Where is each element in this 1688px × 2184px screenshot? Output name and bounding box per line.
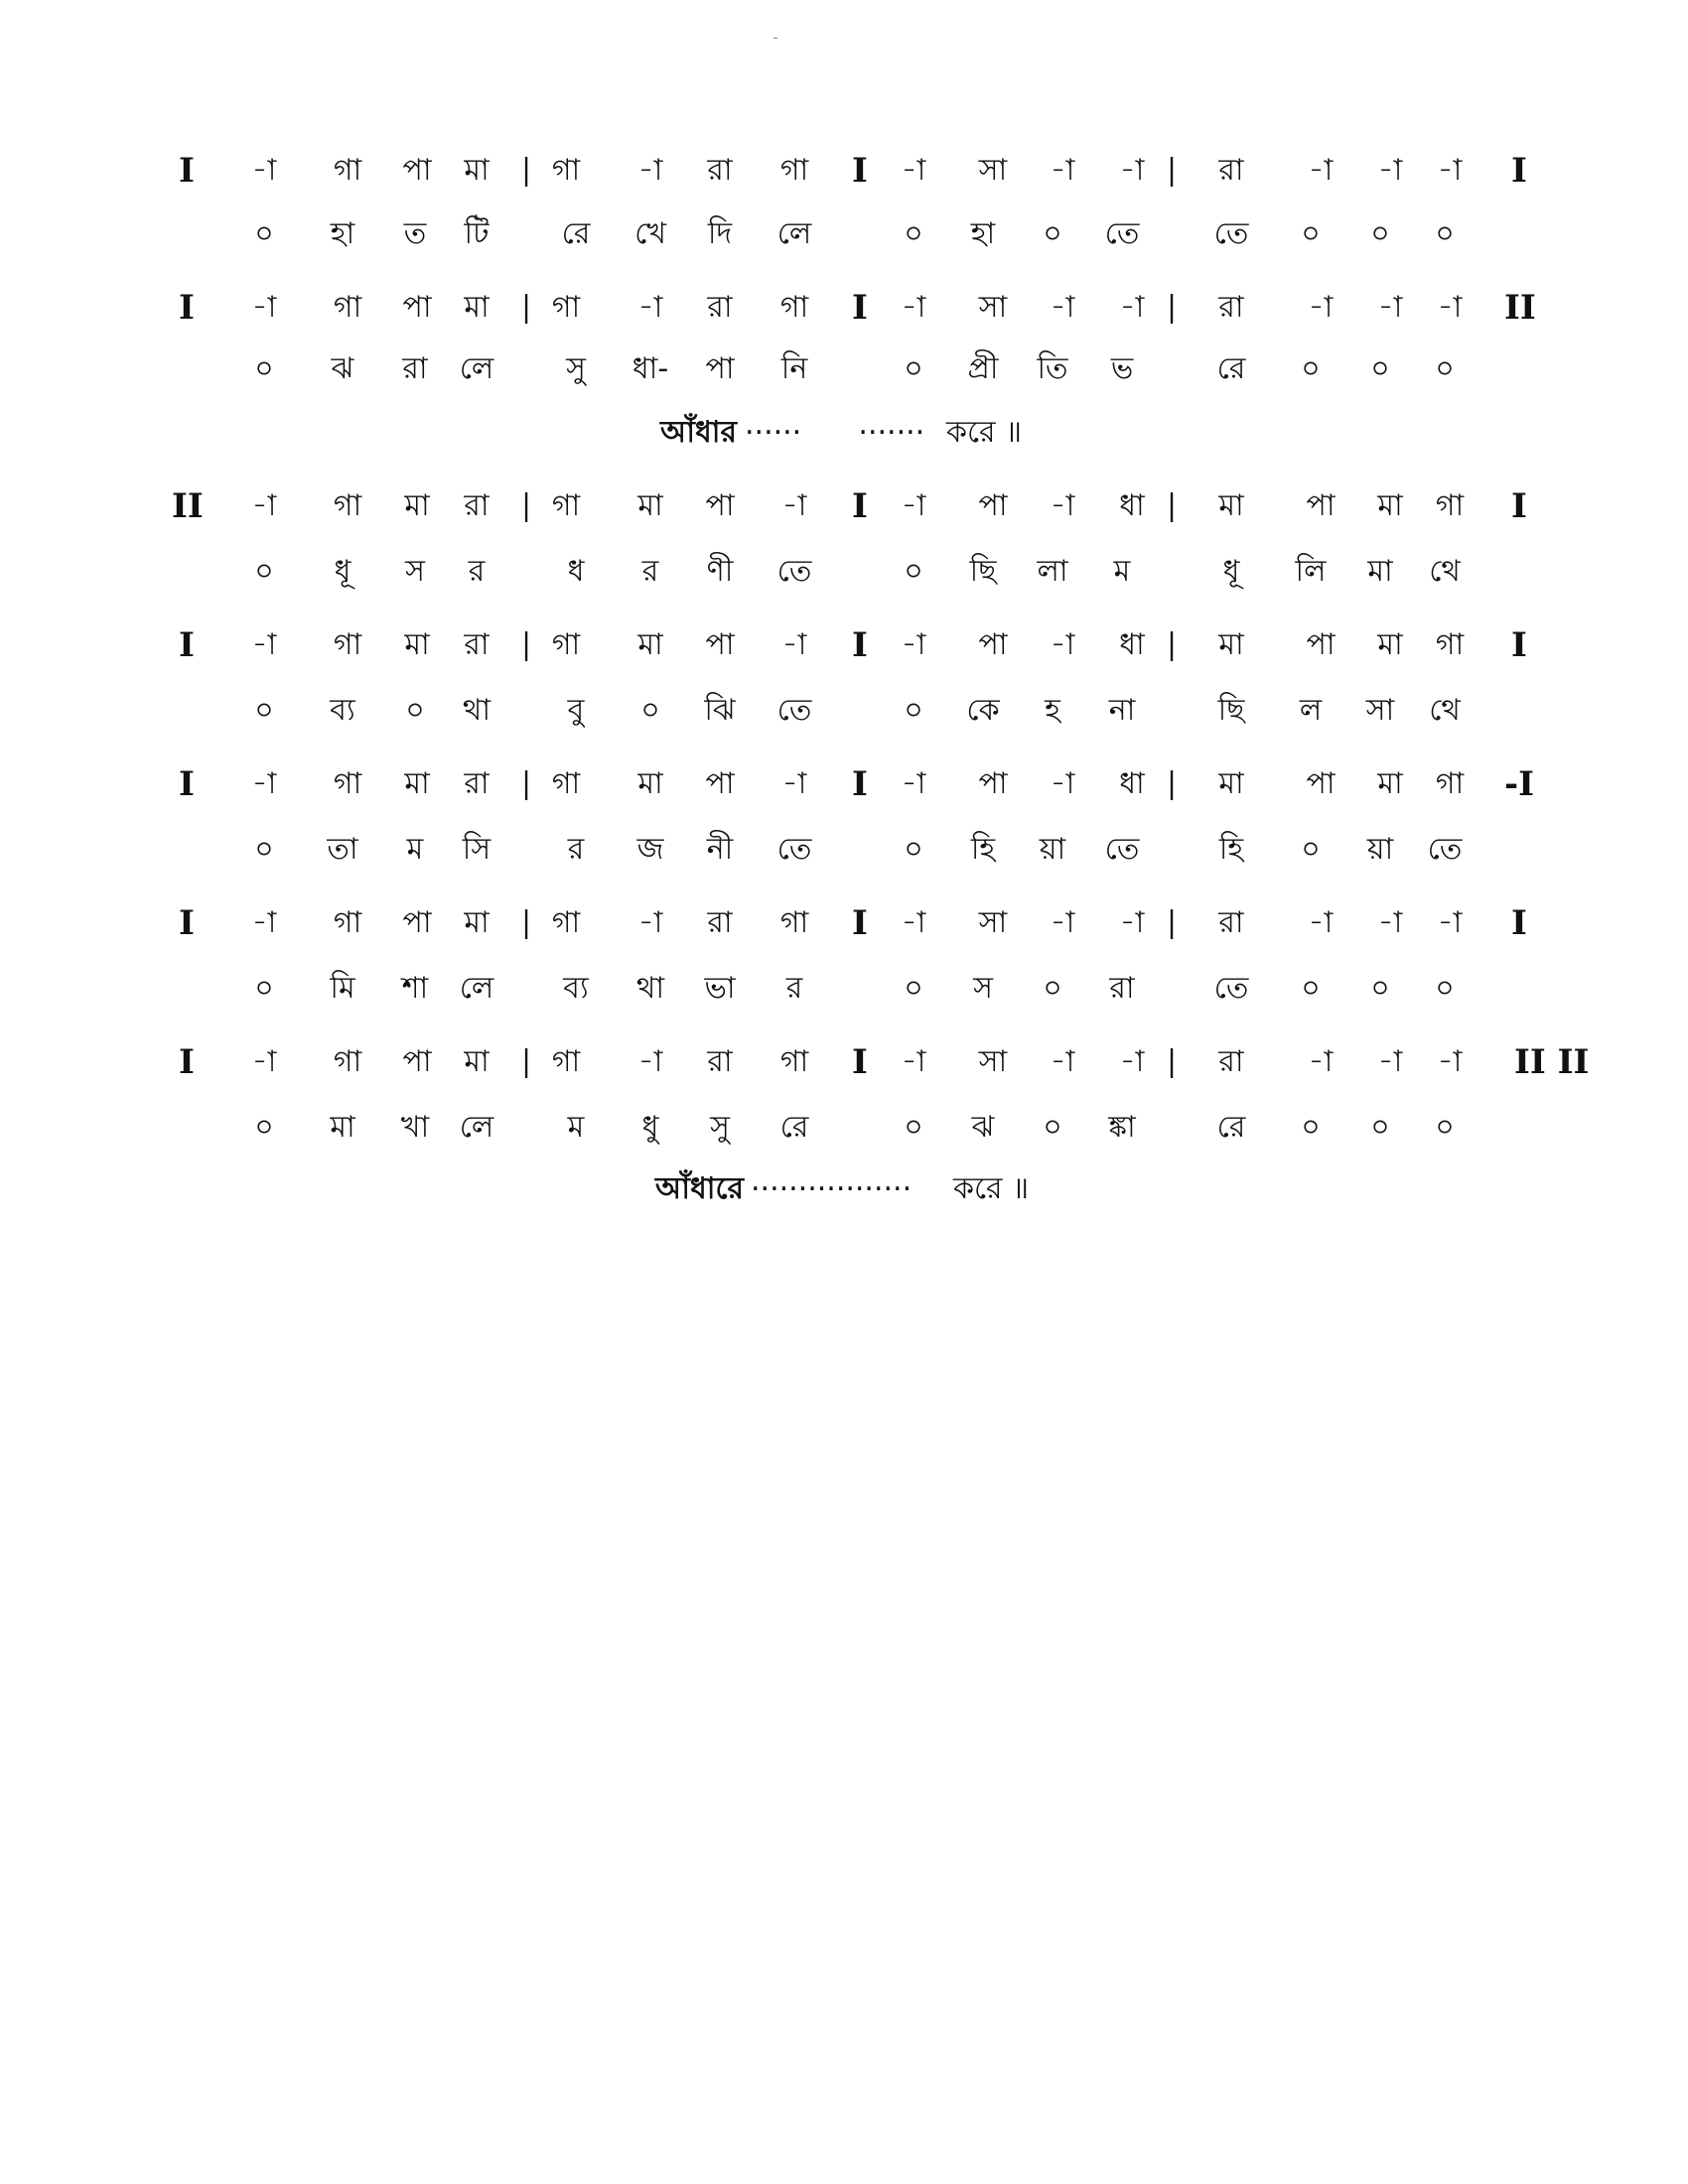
closing-barline: I	[1511, 151, 1527, 191]
beat-divider: |	[1166, 488, 1178, 523]
lyric-cell: ০	[1435, 1110, 1455, 1145]
note-cell: রা	[464, 627, 490, 662]
lyric-cell: সা	[1365, 693, 1395, 728]
lyric-cell: ০	[1370, 971, 1390, 1006]
beat-divider: |	[1166, 627, 1178, 662]
note-cell: রা	[707, 905, 733, 940]
lyric-cell: হি	[970, 832, 996, 867]
note-cell: পা	[402, 153, 432, 188]
lyric-cell: দি	[707, 216, 733, 251]
lyric-row	[0, 214, 1688, 254]
lyric-row	[0, 1108, 1688, 1148]
closing-barline: II	[1504, 288, 1536, 328]
refrain-end: করে ॥	[953, 1171, 1030, 1206]
lyric-cell: ল	[1299, 693, 1323, 728]
lyric-cell: তে	[1104, 216, 1140, 251]
lyric-cell: ছি	[969, 554, 997, 589]
note-cell: সা	[978, 153, 1008, 188]
note-cell: -া	[1050, 905, 1075, 940]
lyric-cell: তে	[1104, 832, 1140, 867]
lyric-cell: তে	[1427, 832, 1463, 867]
beat-divider: |	[520, 766, 532, 801]
note-cell: -া	[1377, 290, 1403, 325]
note-cell: গা	[1435, 627, 1465, 662]
opening-barline: I	[179, 625, 195, 665]
lyric-cell: মা	[1367, 554, 1393, 589]
closing-barline: II II	[1514, 1042, 1590, 1082]
note-cell: গা	[551, 290, 581, 325]
lyric-cell: ০	[1370, 216, 1390, 251]
note-row	[0, 486, 1688, 526]
note-cell: মা	[1377, 627, 1403, 662]
note-cell: রা	[1218, 290, 1244, 325]
lyric-cell: ০	[254, 1110, 274, 1145]
note-cell: মা	[637, 488, 663, 523]
lyric-cell: ব্য	[563, 971, 589, 1006]
note-cell: -া	[1437, 905, 1463, 940]
lyric-cell: ০	[1301, 216, 1321, 251]
closing-barline: I	[1511, 486, 1527, 526]
lyric-cell: বু	[567, 693, 585, 728]
lyric-cell: তি	[1037, 351, 1068, 386]
beat-divider: |	[520, 1044, 532, 1079]
lyric-cell: থা	[462, 693, 492, 728]
opening-barline: I	[179, 1042, 195, 1082]
note-cell: -া	[251, 627, 277, 662]
lyric-cell: লি	[1295, 554, 1327, 589]
note-cell: -া	[781, 627, 807, 662]
note-cell: -া	[1050, 1044, 1075, 1079]
lyric-cell: য়া	[1366, 832, 1394, 867]
middle-barline: I	[852, 764, 868, 804]
note-cell: -া	[1377, 905, 1403, 940]
note-cell: -া	[1437, 153, 1463, 188]
note-cell: মা	[404, 766, 430, 801]
beat-divider: |	[1166, 1044, 1178, 1079]
top-mark: -	[773, 28, 778, 47]
beat-divider: |	[520, 488, 532, 523]
note-cell: -া	[1308, 1044, 1334, 1079]
lyric-cell: ভ	[1110, 351, 1134, 386]
note-cell: পা	[978, 488, 1008, 523]
lyric-cell: হা	[970, 216, 996, 251]
note-cell: সা	[978, 1044, 1008, 1079]
refrain-word: আঁধার	[660, 415, 738, 450]
lyric-cell: ০	[1301, 832, 1321, 867]
note-cell: পা	[402, 1044, 432, 1079]
note-cell: মা	[464, 153, 490, 188]
note-row	[0, 764, 1688, 804]
note-cell: মা	[404, 627, 430, 662]
note-cell: গা	[779, 905, 809, 940]
lyric-cell: হি	[1218, 832, 1244, 867]
note-cell: মা	[1218, 488, 1244, 523]
lyric-row	[0, 969, 1688, 1009]
note-cell: রা	[464, 766, 490, 801]
note-cell: -া	[251, 290, 277, 325]
note-cell: -া	[251, 905, 277, 940]
note-cell: মা	[637, 627, 663, 662]
lyric-cell: ম	[406, 832, 424, 867]
lyric-cell: নী	[706, 832, 734, 867]
beat-divider: |	[520, 905, 532, 940]
note-cell: ধা	[1119, 627, 1145, 662]
lyric-cell: তে	[1213, 216, 1249, 251]
lyric-cell: ০	[904, 554, 923, 589]
lyric-row	[0, 691, 1688, 731]
opening-barline: I	[179, 903, 195, 943]
lyric-cell: ০	[1435, 216, 1455, 251]
note-cell: গা	[333, 766, 362, 801]
lyric-cell: লা	[1037, 554, 1068, 589]
refrain-end: করে ॥	[946, 415, 1023, 450]
lyric-cell: মি	[330, 971, 355, 1006]
middle-barline: I	[852, 1042, 868, 1082]
note-cell: -া	[251, 153, 277, 188]
lyric-cell: ধা-	[632, 351, 669, 386]
lyric-cell: ধূ	[334, 554, 352, 589]
note-row	[0, 903, 1688, 943]
note-cell: রা	[1218, 905, 1244, 940]
note-cell: -া	[251, 1044, 277, 1079]
lyric-cell: না	[1108, 693, 1136, 728]
note-cell: -া	[901, 627, 926, 662]
lyric-cell: থে	[1429, 554, 1461, 589]
lyric-cell: ০	[1301, 971, 1321, 1006]
note-cell: মা	[1377, 488, 1403, 523]
lyric-cell: তা	[327, 832, 358, 867]
lyric-cell: ঝ	[971, 1110, 995, 1145]
note-cell: -া	[901, 290, 926, 325]
lyric-cell: লে	[459, 1110, 494, 1145]
lyric-cell: ০	[254, 971, 274, 1006]
lyric-cell: ম	[1113, 554, 1131, 589]
lyric-cell: ০	[254, 832, 274, 867]
note-cell: গা	[551, 153, 581, 188]
refrain-dots: ...... .......	[745, 407, 925, 442]
note-cell: পা	[978, 766, 1008, 801]
note-cell: -া	[637, 153, 663, 188]
lyric-cell: ভা	[704, 971, 736, 1006]
note-cell: রা	[707, 1044, 733, 1079]
lyric-cell: রে	[1216, 351, 1246, 386]
note-cell: পা	[705, 488, 735, 523]
refrain-dots: .................	[751, 1163, 913, 1198]
note-cell: সা	[978, 290, 1008, 325]
note-cell: -া	[251, 488, 277, 523]
note-cell: -া	[637, 905, 663, 940]
lyric-cell: ধূ	[1222, 554, 1240, 589]
opening-barline: II	[172, 486, 204, 526]
opening-barline: I	[179, 151, 195, 191]
note-cell: রা	[1218, 153, 1244, 188]
closing-barline: I	[1511, 903, 1527, 943]
lyric-cell: তে	[776, 832, 812, 867]
lyric-cell: জ	[636, 832, 664, 867]
lyric-row	[0, 830, 1688, 870]
note-cell: মা	[1218, 766, 1244, 801]
note-cell: গা	[551, 627, 581, 662]
lyric-cell: র	[641, 554, 659, 589]
lyric-cell: ০	[1301, 351, 1321, 386]
lyric-cell: ০	[904, 216, 923, 251]
note-cell: -া	[781, 766, 807, 801]
lyric-cell: থা	[635, 971, 665, 1006]
middle-barline: I	[852, 903, 868, 943]
note-cell: গা	[333, 627, 362, 662]
lyric-cell: শা	[401, 971, 429, 1006]
lyric-cell: পা	[705, 351, 735, 386]
lyric-cell: ০	[1435, 351, 1455, 386]
note-cell: গা	[333, 488, 362, 523]
lyric-cell: স	[405, 554, 425, 589]
lyric-cell: তে	[1213, 971, 1249, 1006]
lyric-cell: ধু	[641, 1110, 659, 1145]
note-cell: -া	[637, 290, 663, 325]
lyric-cell: ০	[254, 351, 274, 386]
note-cell: গা	[779, 1044, 809, 1079]
note-cell: -া	[1119, 905, 1145, 940]
note-cell: পা	[978, 627, 1008, 662]
note-cell: মা	[464, 1044, 490, 1079]
note-row	[0, 151, 1688, 191]
lyric-cell: নি	[780, 351, 808, 386]
lyric-cell: ০	[904, 971, 923, 1006]
lyric-cell: রে	[561, 216, 591, 251]
lyric-cell: র	[785, 971, 803, 1006]
lyric-row	[0, 552, 1688, 592]
note-cell: -া	[901, 766, 926, 801]
note-cell: -া	[901, 488, 926, 523]
lyric-cell: খা	[400, 1110, 430, 1145]
note-cell: -া	[251, 766, 277, 801]
note-cell: রা	[464, 488, 490, 523]
note-cell: গা	[551, 1044, 581, 1079]
note-cell: -া	[781, 488, 807, 523]
lyric-cell: র	[468, 554, 486, 589]
lyric-cell: ০	[1370, 351, 1390, 386]
lyric-cell: স	[973, 971, 993, 1006]
note-cell: -া	[637, 1044, 663, 1079]
lyric-cell: সু	[710, 1110, 730, 1145]
lyric-cell: ০	[904, 832, 923, 867]
note-cell: মা	[1377, 766, 1403, 801]
lyric-cell: কে	[966, 693, 1000, 728]
note-cell: -া	[1119, 1044, 1145, 1079]
note-cell: -া	[1050, 488, 1075, 523]
closing-barline: I	[1511, 625, 1527, 665]
note-cell: রা	[1218, 1044, 1244, 1079]
note-cell: মা	[464, 905, 490, 940]
lyric-cell: রে	[1216, 1110, 1246, 1145]
lyric-cell: র	[567, 832, 585, 867]
middle-barline: I	[852, 625, 868, 665]
lyric-cell: ০	[254, 554, 274, 589]
beat-divider: |	[1166, 905, 1178, 940]
middle-barline: I	[852, 288, 868, 328]
lyric-cell: সু	[566, 351, 586, 386]
note-cell: পা	[402, 905, 432, 940]
lyric-cell: প্রী	[967, 351, 999, 386]
note-cell: -া	[901, 1044, 926, 1079]
lyric-cell: ঝি	[704, 693, 736, 728]
lyric-cell: ণী	[706, 554, 734, 589]
note-cell: গা	[333, 153, 362, 188]
note-cell: পা	[1306, 488, 1336, 523]
note-cell: গা	[779, 290, 809, 325]
lyric-cell: তে	[776, 693, 812, 728]
note-cell: মা	[464, 290, 490, 325]
lyric-cell: য়া	[1039, 832, 1066, 867]
refrain-word: আঁধারে	[655, 1171, 745, 1206]
note-cell: -া	[1437, 290, 1463, 325]
lyric-cell: থে	[1429, 693, 1461, 728]
lyric-cell: ০	[904, 351, 923, 386]
note-cell: -া	[1377, 1044, 1403, 1079]
lyric-cell: রা	[402, 351, 428, 386]
note-cell: পা	[1306, 627, 1336, 662]
lyric-cell: মা	[330, 1110, 355, 1145]
beat-divider: |	[1166, 290, 1178, 325]
beat-divider: |	[1166, 153, 1178, 188]
note-cell: -া	[901, 905, 926, 940]
note-cell: -া	[1050, 153, 1075, 188]
lyric-cell: লে	[776, 216, 812, 251]
note-cell: ধা	[1119, 488, 1145, 523]
note-cell: সা	[978, 905, 1008, 940]
lyric-cell: ০	[405, 693, 425, 728]
lyric-cell: হ	[1045, 693, 1060, 728]
lyric-cell: তে	[776, 554, 812, 589]
lyric-cell: ০	[1043, 971, 1062, 1006]
lyric-cell: ০	[1043, 1110, 1062, 1145]
lyric-cell: রা	[1109, 971, 1135, 1006]
lyric-cell: টি	[464, 216, 490, 251]
note-cell: গা	[333, 905, 362, 940]
note-cell: গা	[1435, 766, 1465, 801]
note-cell: -া	[1050, 627, 1075, 662]
lyric-cell: ০	[254, 216, 274, 251]
lyric-cell: লে	[459, 971, 494, 1006]
lyric-cell: ম	[567, 1110, 585, 1145]
note-cell: পা	[705, 766, 735, 801]
note-cell: মা	[1218, 627, 1244, 662]
lyric-cell: ০	[254, 693, 274, 728]
lyric-row	[0, 349, 1688, 389]
lyric-cell: ০	[1435, 971, 1455, 1006]
lyric-cell: রে	[779, 1110, 809, 1145]
lyric-cell: খে	[634, 216, 666, 251]
note-cell: মা	[637, 766, 663, 801]
note-cell: গা	[551, 488, 581, 523]
note-cell: রা	[707, 290, 733, 325]
middle-barline: I	[852, 486, 868, 526]
note-cell: -া	[1437, 1044, 1463, 1079]
note-cell: -া	[1119, 153, 1145, 188]
lyric-cell: লে	[459, 351, 494, 386]
note-cell: পা	[1306, 766, 1336, 801]
note-cell: -া	[1308, 153, 1334, 188]
lyric-cell: ০	[904, 1110, 923, 1145]
note-cell: গা	[333, 1044, 362, 1079]
opening-barline: I	[179, 764, 195, 804]
note-row	[0, 288, 1688, 328]
beat-divider: |	[520, 627, 532, 662]
note-row	[0, 625, 1688, 665]
middle-barline: I	[852, 151, 868, 191]
lyric-cell: ০	[904, 693, 923, 728]
lyric-cell: ধ	[567, 554, 585, 589]
lyric-cell: ব্য	[330, 693, 355, 728]
note-cell: -া	[1119, 290, 1145, 325]
note-cell: রা	[707, 153, 733, 188]
lyric-cell: ০	[1043, 216, 1062, 251]
note-row	[0, 1042, 1688, 1082]
note-cell: গা	[1435, 488, 1465, 523]
note-cell: পা	[705, 627, 735, 662]
note-cell: -া	[1308, 290, 1334, 325]
closing-barline: -I	[1504, 764, 1535, 804]
beat-divider: |	[520, 153, 532, 188]
lyric-cell: ত	[403, 216, 427, 251]
lyric-cell: ছি	[1217, 693, 1245, 728]
note-cell: -া	[901, 153, 926, 188]
note-cell: গা	[779, 153, 809, 188]
lyric-cell: ০	[1370, 1110, 1390, 1145]
lyric-cell: ঙ্কা	[1108, 1110, 1136, 1145]
lyric-cell: সি	[462, 832, 492, 867]
note-cell: গা	[551, 766, 581, 801]
note-cell: মা	[404, 488, 430, 523]
lyric-cell: ০	[1301, 1110, 1321, 1145]
note-cell: -া	[1377, 153, 1403, 188]
note-cell: গা	[551, 905, 581, 940]
lyric-cell: ঝ	[331, 351, 354, 386]
note-cell: -া	[1050, 766, 1075, 801]
note-cell: -া	[1050, 290, 1075, 325]
beat-divider: |	[520, 290, 532, 325]
note-cell: ধা	[1119, 766, 1145, 801]
note-cell: -া	[1308, 905, 1334, 940]
opening-barline: I	[179, 288, 195, 328]
beat-divider: |	[1166, 766, 1178, 801]
note-cell: গা	[333, 290, 362, 325]
lyric-cell: ০	[640, 693, 660, 728]
lyric-cell: হা	[330, 216, 355, 251]
note-cell: পা	[402, 290, 432, 325]
